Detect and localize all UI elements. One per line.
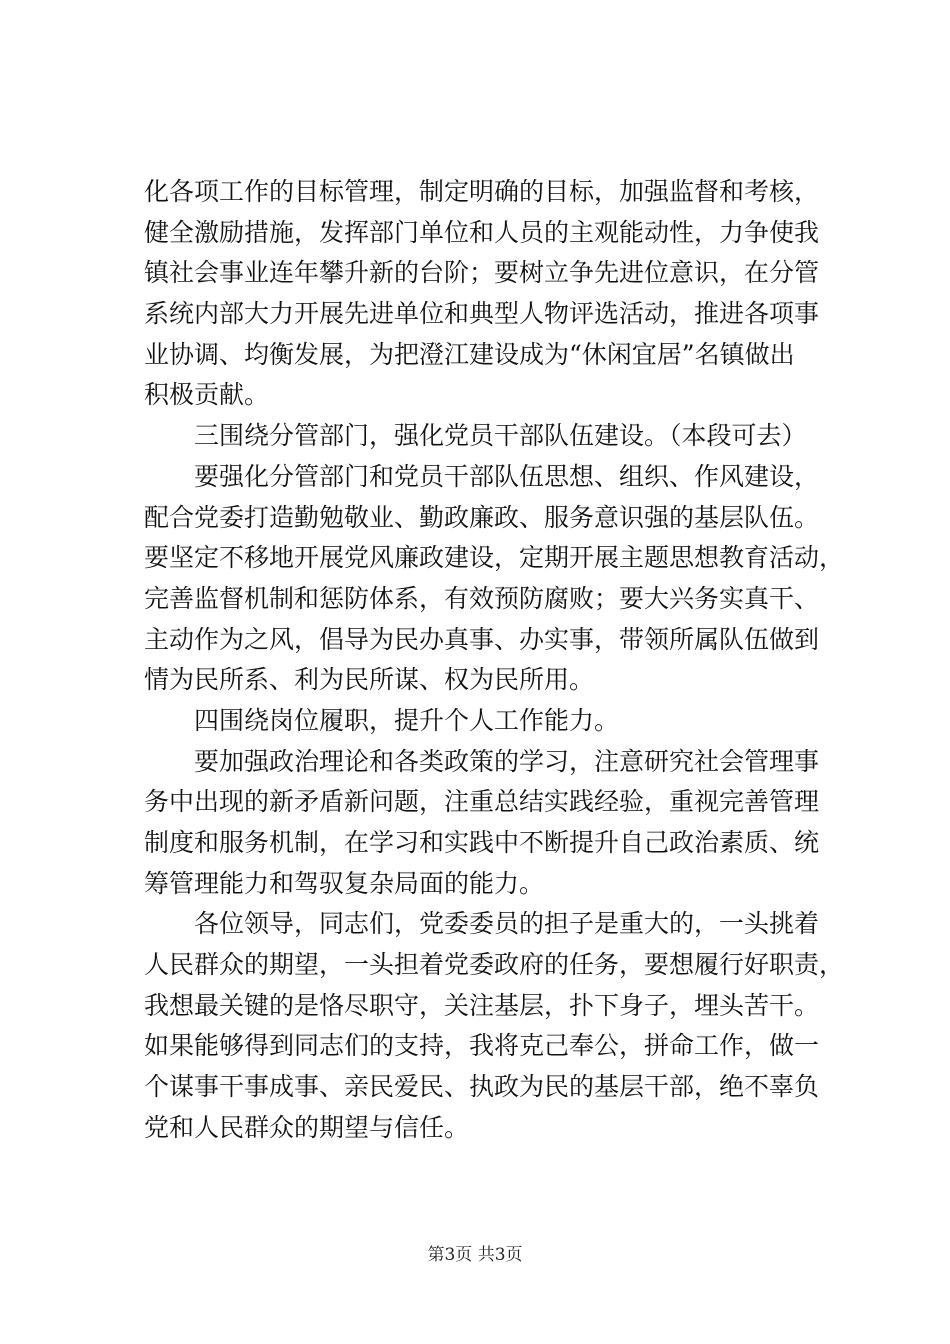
text-line: 积极贡献。 <box>144 380 270 410</box>
document-body <box>144 172 844 1149</box>
text-line: 筹管理能力和驾驭复杂局面的能力。 <box>144 868 545 898</box>
text-line: 配合党委打造勤勉敬业、勤政廉政、服务意识强的基层队伍。 <box>144 502 820 532</box>
page-number-footer: 第3页 共3页 <box>427 1245 523 1265</box>
text-line: 要强化分管部门和党员干部队伍思想、组织、作风建设， <box>194 461 820 491</box>
text-line: 主动作为之风，倡导为民办真事、办实事，带领所属队伍做到 <box>144 624 820 654</box>
section-heading: 三围绕分管部门，强化党员干部队伍建设。（本段可去） <box>194 421 807 451</box>
text-line: 制度和服务机制，在学习和实践中不断提升自己政治素质、统 <box>144 828 820 857</box>
text-line: 党和人民群众的期望与信任。 <box>144 1112 470 1142</box>
text-line: 我想最关键的是恪尽职守，关注基层，扑下身子，埋头苦干。 <box>144 990 820 1020</box>
text-line: 镇社会事业连年攀升新的台阶；要树立争先进位意识，在分管 <box>144 258 820 288</box>
text-line: 各位领导，同志们，党委委员的担子是重大的，一头挑着 <box>194 909 820 939</box>
section-heading: 四围绕岗位履职，提升个人工作能力。 <box>194 705 620 735</box>
text-line: 个谋事干事成事、亲民爱民、执政为民的基层干部，绝不辜负 <box>144 1072 820 1102</box>
text-line: 务中出现的新矛盾新问题，注重总结实践经验，重视完善管理 <box>144 787 820 817</box>
text-line: 如果能够得到同志们的支持，我将克己奉公，拼命工作，做一 <box>144 1031 820 1061</box>
text-line: 业协调、均衡发展，为把澄江建设成为“休闲宜居”名镇做出 <box>144 339 795 369</box>
text-line: 完善监督机制和惩防体系，有效预防腐败；要大兴务实真干、 <box>144 583 820 613</box>
text-line: 要加强政治理论和各类政策的学习，注意研究社会管理事 <box>194 746 820 776</box>
text-line: 情为民所系、利为民所谋、权为民所用。 <box>144 665 595 695</box>
text-line: 化各项工作的目标管理，制定明确的目标，加强监督和考核， <box>144 177 820 206</box>
text-line: 系统内部大力开展先进单位和典型人物评选活动，推进各项事 <box>144 299 820 329</box>
text-line: 要坚定不移地开展党风廉政建设，定期开展主题思想教育活动， <box>144 543 845 573</box>
text-line: 人民群众的期望，一头担着党委政府的任务，要想履行好职责， <box>144 950 845 980</box>
text-line: 健全激励措施，发挥部门单位和人员的主观能动性，力争使我 <box>144 217 820 247</box>
